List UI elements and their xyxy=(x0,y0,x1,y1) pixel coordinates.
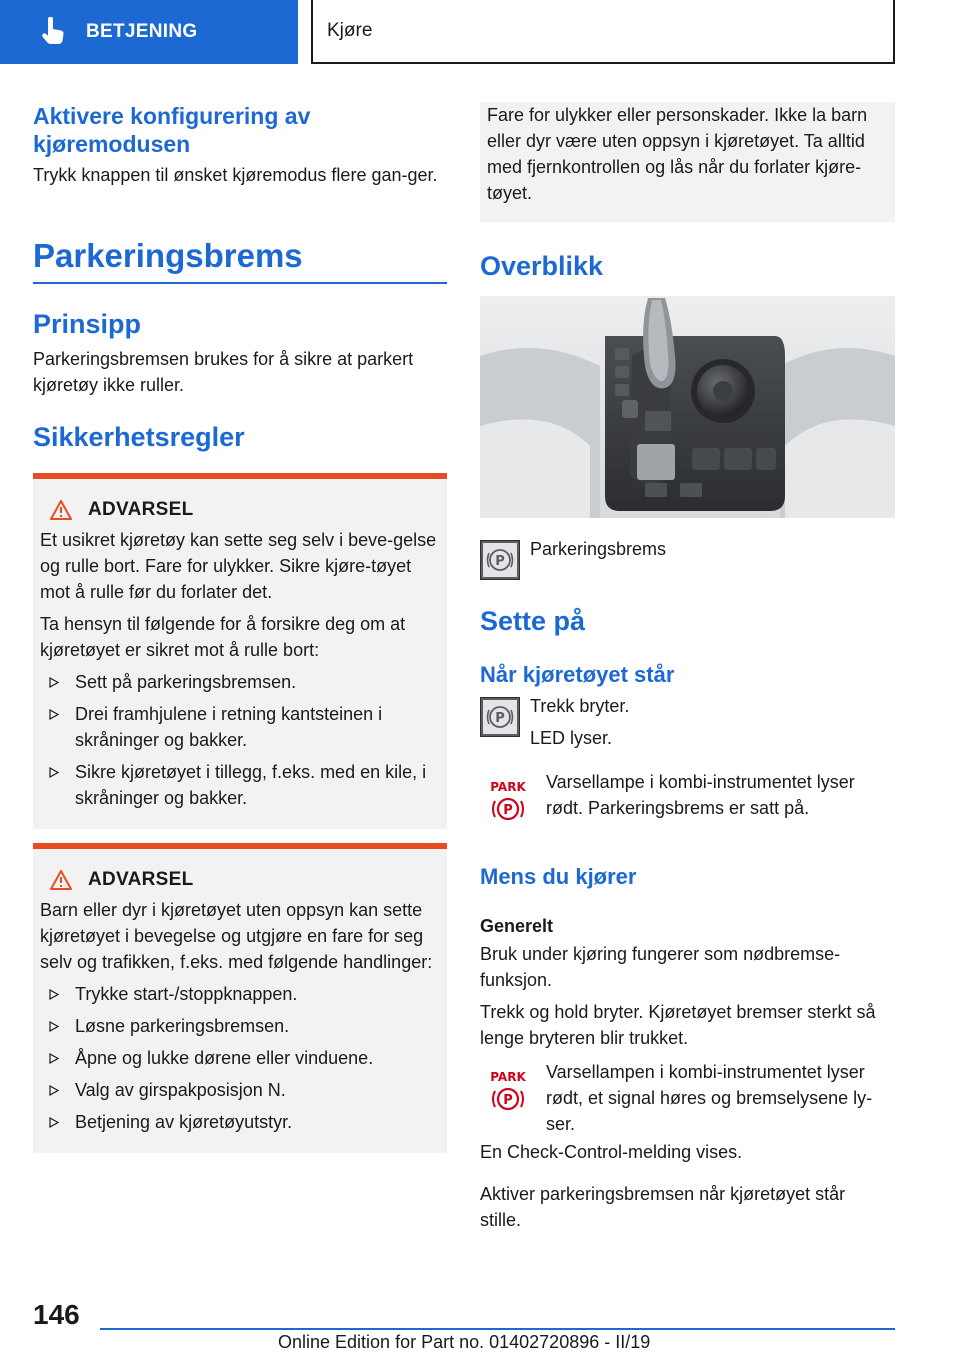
warning-list xyxy=(40,669,439,811)
right-column xyxy=(480,102,895,1233)
parking-brake-switch-icon xyxy=(480,697,520,737)
bullet-triangle-icon xyxy=(49,1117,59,1128)
final-text: Aktiver parkeringsbremsen når kjøretøyet står stille. xyxy=(480,1184,846,1230)
driving-lamp-row xyxy=(480,1059,895,1137)
park-lamp-label: PARK xyxy=(490,780,526,794)
warning-text: Et usikret kjøretøy kan sette seg selv i beve-gelse og rulle bort. Fare for ulykker. Sikre kjøre-tøyet mot å rulle før du forlater det. xyxy=(40,530,437,602)
list-item: Drei framhjulene i retning kantsteinen i skråninger og bakker. xyxy=(40,701,439,753)
bullet-triangle-icon xyxy=(49,1021,59,1032)
bullet-triangle-icon xyxy=(49,989,59,1000)
bullet-triangle-icon xyxy=(49,1085,59,1096)
section-tab xyxy=(0,0,298,64)
park-warning-lamp-icon xyxy=(480,779,536,823)
title-rule xyxy=(33,282,447,284)
warning-continued-text: Fare for ulykker eller personskader. Ikke la barn eller dyr være uten oppsyn i kjøretøyet. Ta alltid med fjernkontrollen og lås når du forlater kjøre-tøyet. xyxy=(487,105,868,203)
apply-heading: Sette på xyxy=(480,606,586,636)
park-warning-lamp-icon xyxy=(480,1069,536,1113)
svg-text:P: P xyxy=(503,803,513,818)
standing-step-2: LED lyser. xyxy=(530,728,613,748)
svg-text:P: P xyxy=(495,554,505,569)
standing-step-1: Trekk bryter. xyxy=(530,696,630,716)
activate-text: Trykk knappen til ønsket kjøremodus flere gan-ger. xyxy=(33,165,438,185)
standing-lamp-row xyxy=(480,769,895,823)
center-console-photo xyxy=(480,296,895,518)
list-item: Sikre kjøretøyet i tillegg, f.eks. med en kile, i skråninger og bakker. xyxy=(40,759,439,811)
list-item: Valg av girspakposisjon N. xyxy=(40,1077,439,1103)
svg-text:P: P xyxy=(503,1093,513,1108)
driving-lamp-text: Varsellampen i kombi-instrumentet lyser rødt, et signal høres og bremselysene ly-ser. xyxy=(546,1062,873,1134)
list-item: Løsne parkeringsbremsen. xyxy=(40,1013,439,1039)
general-text-2: Trekk og hold bryter. Kjøretøyet bremser sterkt så lenge bryteren blir trukket. xyxy=(480,1002,876,1048)
principle-text: Parkeringsbremsen brukes for å sikre at parkert kjøretøy ikke ruller. xyxy=(33,349,414,395)
park-lamp-label: PARK xyxy=(490,1070,526,1084)
bullet-triangle-icon xyxy=(49,709,59,720)
chapter-tab xyxy=(311,0,895,64)
warning-title: ADVARSEL xyxy=(40,869,439,891)
warning-triangle-icon xyxy=(50,500,72,520)
footer-rule xyxy=(100,1328,895,1330)
bullet-triangle-icon xyxy=(49,1053,59,1064)
page-header xyxy=(0,0,960,66)
warning-title: ADVARSEL xyxy=(40,499,439,521)
warning-list xyxy=(40,981,439,1135)
chapter-label: Kjøre xyxy=(327,20,373,41)
warning-triangle-icon xyxy=(50,870,72,890)
warning-text: Ta hensyn til følgende for å forsikre deg om at kjøretøyet er sikret mot å rulle bort: xyxy=(40,614,406,660)
safety-heading: Sikkerhetsregler xyxy=(33,422,245,452)
standing-steps xyxy=(480,691,895,753)
check-control-text: En Check-Control-melding vises. xyxy=(480,1142,743,1162)
bullet-triangle-icon xyxy=(49,677,59,688)
edition-text: Online Edition for Part no. 01402720896 - II/19 xyxy=(278,1332,651,1352)
list-item: Åpne og lukke dørene eller vinduene. xyxy=(40,1045,439,1071)
activate-heading: Aktivere konfigurering av kjøremodusen xyxy=(33,103,311,157)
warning-continued-box xyxy=(480,102,895,222)
principle-heading: Prinsipp xyxy=(33,309,142,339)
standing-lamp-text: Varsellampe i kombi-instrumentet lyser rødt. Parkeringsbrems er satt på. xyxy=(546,772,855,818)
standing-heading: Når kjøretøyet står xyxy=(480,662,675,687)
svg-text:P: P xyxy=(495,711,505,726)
driving-heading: Mens du kjører xyxy=(480,864,637,889)
list-item: Trykke start-/stoppknappen. xyxy=(40,981,439,1007)
list-item: Sett på parkeringsbremsen. xyxy=(40,669,439,695)
left-column xyxy=(33,102,447,1153)
page-number: 146 xyxy=(33,1299,80,1330)
warning-box-1 xyxy=(33,473,447,829)
general-heading: Generelt xyxy=(480,916,554,936)
main-title: Parkeringsbrems xyxy=(33,237,303,274)
warning-box-2 xyxy=(33,843,447,1153)
general-text-1: Bruk under kjøring fungerer som nødbremse-funksjon. xyxy=(480,944,841,990)
section-label: BETJENING xyxy=(86,21,198,42)
overview-heading: Overblikk xyxy=(480,251,604,281)
list-item: Betjening av kjøretøyutstyr. xyxy=(40,1109,439,1135)
pointing-hand-icon xyxy=(40,17,66,47)
warning-text: Barn eller dyr i kjøretøyet uten oppsyn kan sette kjøretøyet i bevegelse og utgjøre en fare for seg selv og trafikken, f.eks. med følgende handlinger: xyxy=(40,900,433,972)
photo-caption: Parkeringsbrems xyxy=(530,539,667,559)
bullet-triangle-icon xyxy=(49,767,59,778)
photo-legend xyxy=(480,540,895,580)
parking-brake-switch-icon xyxy=(480,540,520,580)
